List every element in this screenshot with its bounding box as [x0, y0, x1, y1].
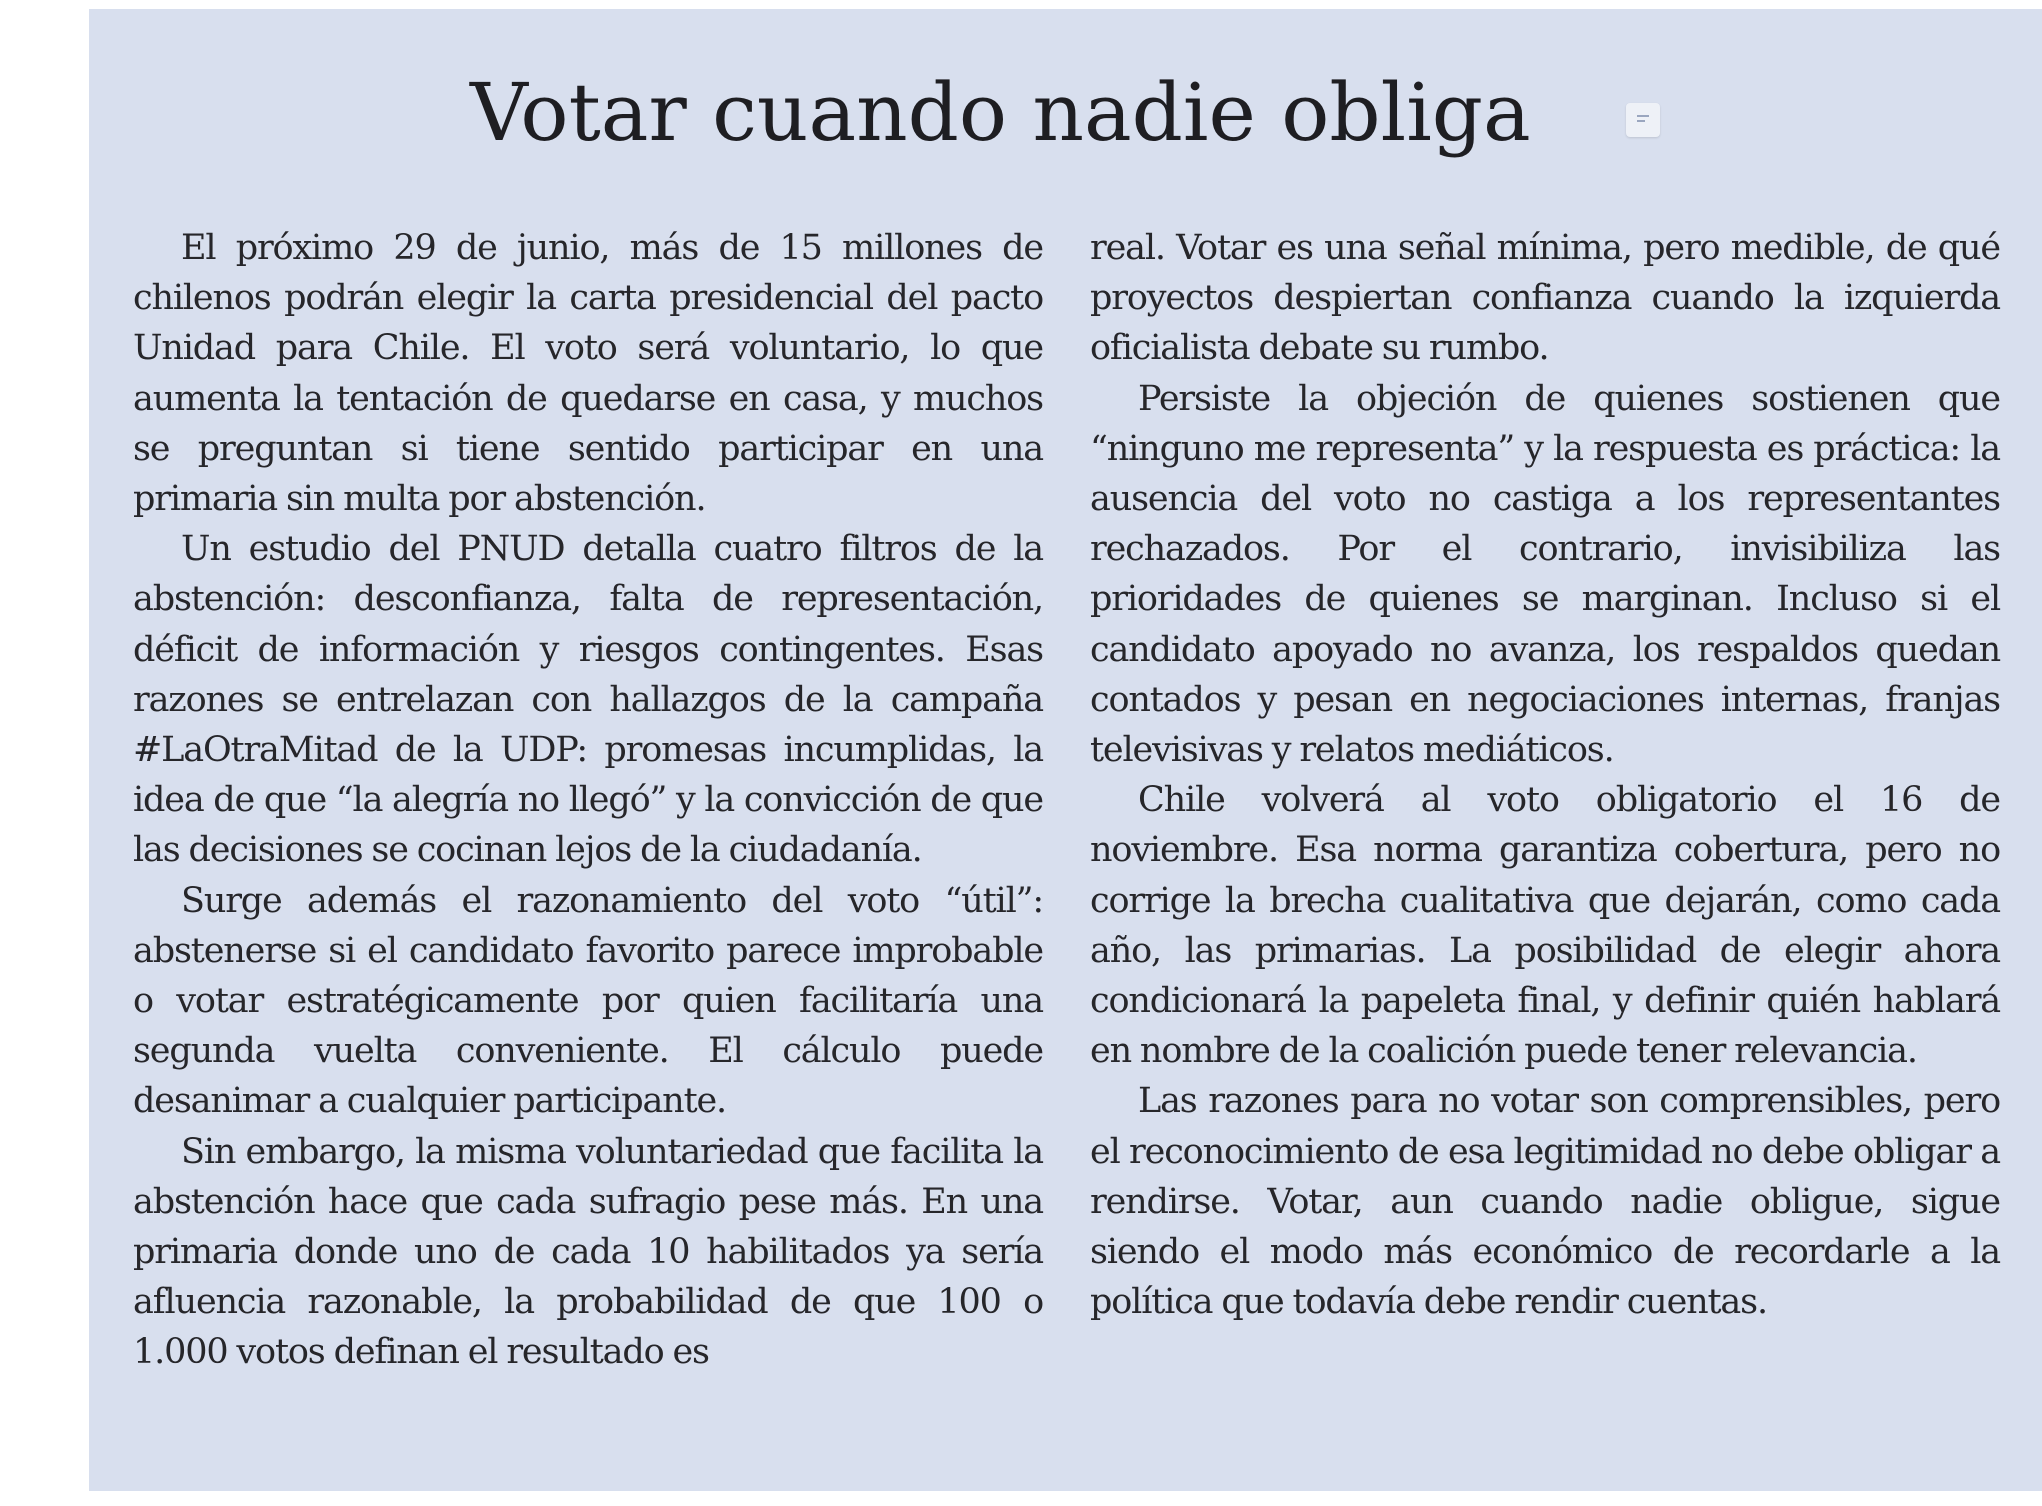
- comment-icon[interactable]: [1626, 103, 1660, 137]
- paragraph-text: El próximo 29 de junio, más de 15 millones de chilenos podrán elegir la carta presidencial del pacto Unidad para Chile. El voto será voluntario, lo que aumenta la tentación de quedarse en casa, y muchos se preguntan si tiene sentido participar en una primaria sin multa por abstención.: [133, 228, 1043, 520]
- comment-icon-line: [1637, 120, 1645, 122]
- paragraph-text: real. Votar es una señal mínima, pero medible, de qué proyectos despiertan confianza cuando la izquierda oficialista debate su rumbo.: [1090, 228, 2000, 369]
- paragraph-text: Un estudio del PNUD detalla cuatro filtros de la abstención: desconfianza, falta de representación, déficit de información y riesgos contingentes. Esas razones se entrelazan con hallazgos de la campaña #LaOtraMitad de la UDP: promesas incumplidas, la idea de que “la alegría no llegó” y la convicción de que las decisiones se cocinan lejos de la ciudadanía.: [133, 529, 1043, 871]
- comment-icon-line: [1637, 115, 1649, 117]
- article-title: Votar cuando nadie obliga: [470, 66, 1531, 159]
- paragraph: [133, 524, 1043, 875]
- article-column-right: [1090, 223, 2000, 1327]
- paragraph: [133, 223, 1043, 524]
- article-column-left: [133, 223, 1043, 1378]
- paragraph-text: Las razones para no votar son comprensibles, pero el reconocimiento de esa legitimidad no debe obligar a rendirse. Votar, aun cuando nadie obligue, sigue siendo el modo más económico de recordarle a la política que todavía debe rendir cuentas.: [1090, 1081, 2000, 1323]
- paragraph: [1090, 223, 2000, 374]
- paragraph: [133, 876, 1043, 1127]
- paragraph-text: Surge además el razonamiento del voto “útil”: abstenerse si el candidato favorito parece improbable o votar estratégicamente por quien facilitaría una segunda vuelta conveniente. El cálculo puede desanimar a cualquier participante.: [133, 880, 1043, 1122]
- paragraph-text: Persiste la objeción de quienes sostienen que “ninguno me representa” y la respuesta es práctica: la ausencia del voto no castiga a los representantes rechazados. Por el contrario, invisibiliza las prioridades de quienes se marginan. Incluso si el candidato apoyado no avanza, los respaldos quedan contados y pesan en negociaciones internas, franjas televisivas y relatos mediáticos.: [1090, 378, 2000, 771]
- paragraph: [1090, 374, 2000, 776]
- paragraph-text: Chile volverá al voto obligatorio el 16 de noviembre. Esa norma garantiza cobertura, pero no corrige la brecha cualitativa que dejarán, como cada año, las primarias. La posibilidad de elegir ahora condicionará la papeleta final, y definir quién hablará en nombre de la coalición puede tener relevancia.: [1090, 780, 2000, 1072]
- paragraph: [1090, 775, 2000, 1076]
- paragraph: [133, 1127, 1043, 1378]
- paragraph: [1090, 1076, 2000, 1327]
- paragraph-text: Sin embargo, la misma voluntariedad que facilita la abstención hace que cada sufragio pese más. En una primaria donde uno de cada 10 habilitados ya sería afluencia razonable, la probabilidad de que 100 o 1.000 votos definan el resultado es: [133, 1131, 1043, 1373]
